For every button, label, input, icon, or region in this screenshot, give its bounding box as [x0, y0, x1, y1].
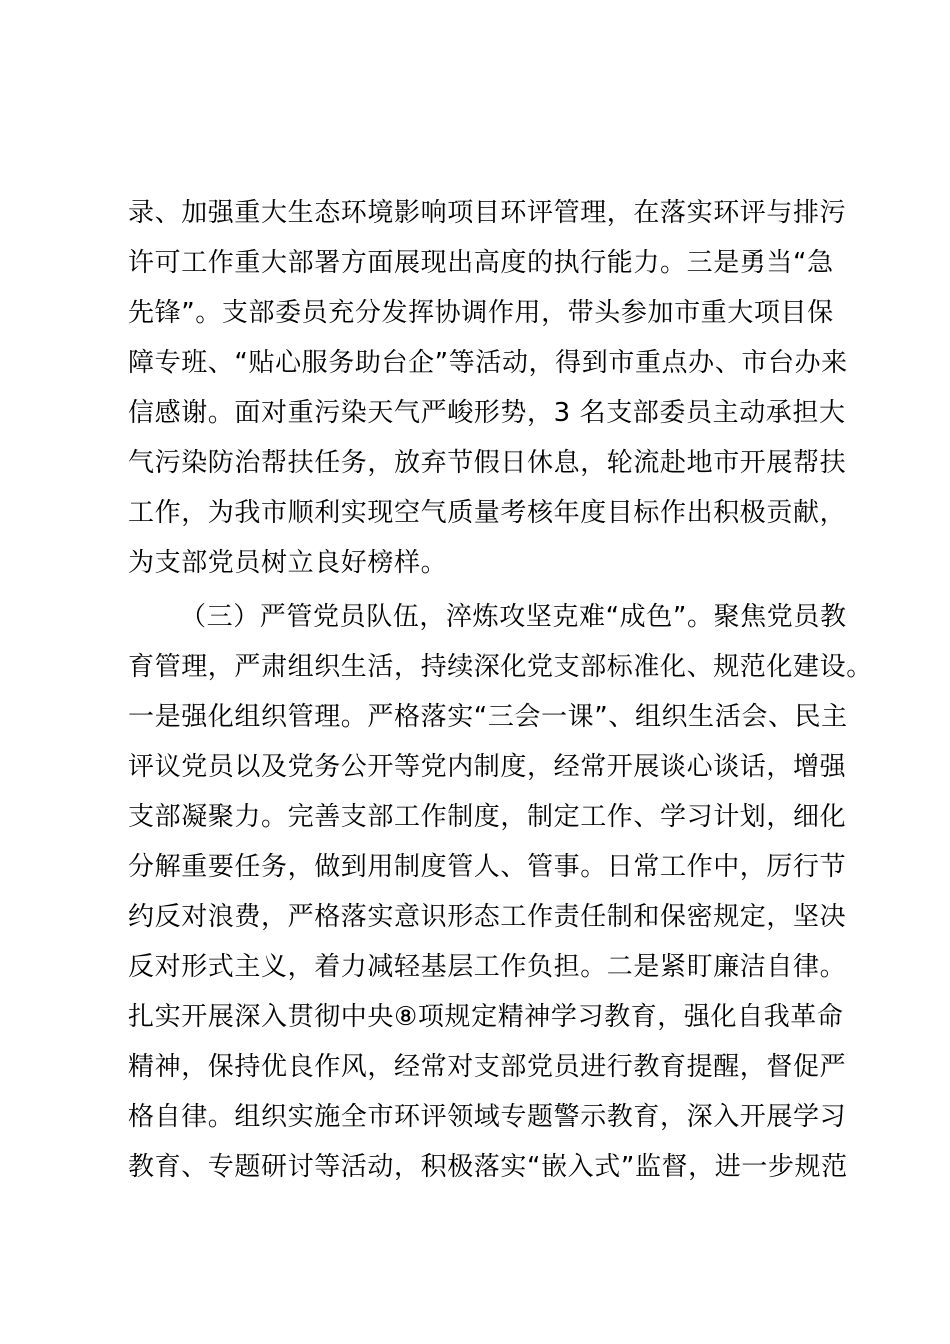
text-line: 精神，保持优良作风，经常对支部党员进行教育提醒，督促严: [128, 1052, 847, 1082]
text-line: 许可工作重大部署方面展现出高度的执行能力。三是勇当“急: [128, 248, 834, 278]
text-line: 气污染防治帮扶任务，放弃节假日休息，轮流赴地市开展帮扶: [128, 448, 847, 478]
text-line: 录、加强重大生态环境影响项目环评管理，在落实环评与排污: [128, 198, 847, 228]
text-line: 育管理，严肃组织生活，持续深化党支部标准化、规范化建设。: [128, 652, 873, 682]
text-line: 反对形式主义，着力减轻基层工作负担。二是紧盯廉洁自律。: [128, 952, 847, 982]
text-line: 约反对浪费，严格落实意识形态工作责任制和保密规定，坚决: [128, 902, 847, 932]
text-line: 障专班、“贴心服务助台企”等活动，得到市重点办、市台办来: [128, 348, 848, 378]
text-line: 为支部党员树立良好榜样。: [128, 548, 448, 578]
text-line: 信感谢。面对重污染天气严峻形势，3 名支部委员主动承担大: [128, 398, 846, 428]
text-line: 扎实开展深入贯彻中央⑧项规定精神学习教育，强化自我革命: [128, 1002, 844, 1032]
text-line: 一是强化组织管理。严格落实“三会一课”、组织生活会、民主: [128, 702, 848, 732]
text-line: 支部凝聚力。完善支部工作制度，制定工作、学习计划，细化: [128, 802, 847, 832]
text-line: （三）严管党员队伍，淬炼攻坚克难“成色”。聚焦党员教: [180, 602, 847, 632]
text-line: 工作，为我市顺利实现空气质量考核年度目标作出积极贡献，: [128, 498, 847, 528]
text-line: 格自律。组织实施全市环评领域专题警示教育，深入开展学习: [128, 1102, 847, 1132]
text-line: 分解重要任务，做到用制度管人、管事。日常工作中，厉行节: [128, 852, 847, 882]
text-line: 评议党员以及党务公开等党内制度，经常开展谈心谈话，增强: [128, 752, 847, 782]
text-line: 先锋”。支部委员充分发挥协调作用，带头参加市重大项目保: [128, 298, 834, 328]
text-line: 教育、专题研讨等活动，积极落实“嵌入式”监督，进一步规范: [128, 1152, 848, 1182]
